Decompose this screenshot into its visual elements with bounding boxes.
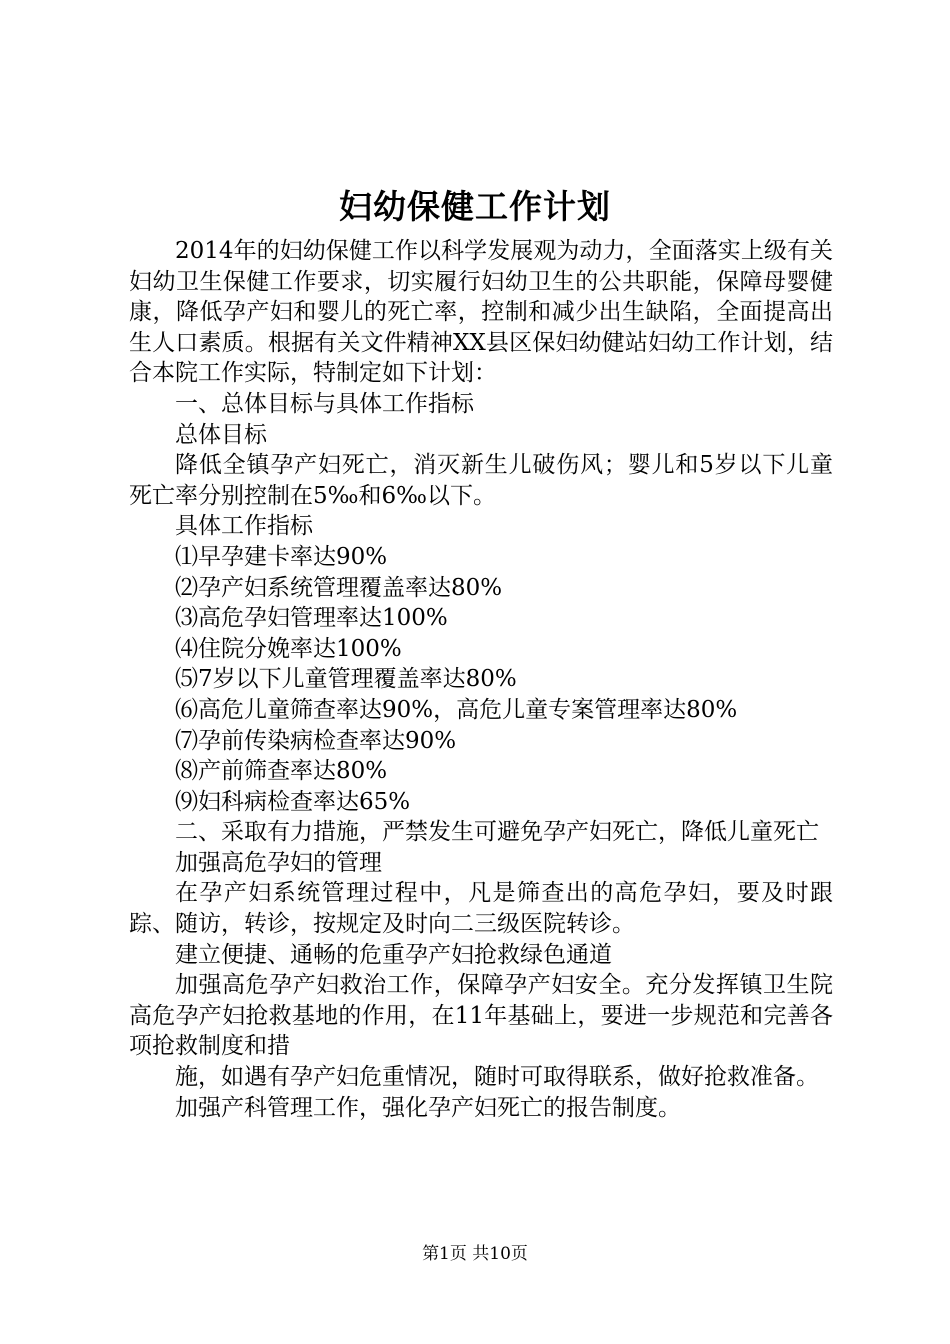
indicator-item: ⑺孕前传染病检查率达90%	[175, 727, 457, 754]
overall-goal-paragraph: 降低全镇孕产妇死亡，消灭新生儿破伤风；婴儿和5岁以下儿童死亡率分别控制在5‰和6‰以下。	[129, 452, 833, 509]
intro-paragraph: 2014年的妇幼保健工作以科学发展观为动力，全面落实上级有关妇幼卫生保健工作要求，切实履行妇幼卫生的公共职能，保障母婴健康，降低孕产妇和婴儿的死亡率，控制和减少出生缺陷，全面提高出生人口素质。根据有关文件精神XX县区保妇幼健站妇幼工作计划，结合本院工作实际，特制定如下计划：	[129, 238, 833, 387]
rescue-continuation-paragraph: 施，如遇有孕产妇危重情况，随时可取得联系，做好抢救准备。	[175, 1064, 819, 1091]
obstetric-management-paragraph: 加强产科管理工作，强化孕产妇死亡的报告制度。	[175, 1094, 681, 1121]
indicator-item: ⑵孕产妇系统管理覆盖率达80%	[175, 574, 503, 601]
indicator-item: ⑹高危儿童筛查率达90%，高危儿童专案管理率达80%	[175, 696, 738, 723]
indicator-item: ⑻产前筛查率达80%	[175, 758, 388, 785]
rescue-paragraph: 加强高危孕产妇救治工作，保障孕产妇安全。充分发挥镇卫生院高危孕产妇抢救基地的作用，在11年基础上，要进一步规范和完善各项抢救制度和措	[129, 972, 833, 1060]
high-risk-paragraph: 在孕产妇系统管理过程中，凡是筛查出的高危孕妇，要及时跟踪、随访，转诊，按规定及时向二三级医院转诊。	[129, 880, 833, 938]
subheading-indicators: 具体工作指标	[175, 513, 313, 540]
indicator-item: ⑶高危孕妇管理率达100%	[175, 605, 448, 632]
page-number-footer: 第1页 共10页	[422, 1244, 528, 1264]
indicator-item: ⑴早孕建卡率达90%	[175, 543, 388, 570]
subheading-high-risk: 加强高危孕妇的管理	[175, 849, 382, 876]
indicator-item: ⑸7岁以下儿童管理覆盖率达80%	[175, 666, 517, 693]
section-heading-1: 一、总体目标与具体工作指标	[175, 390, 474, 417]
subheading-green-channel: 建立便捷、通畅的危重孕产妇抢救绿色通道	[175, 941, 612, 968]
document-body	[129, 236, 833, 1123]
indicator-item: ⑼妇科病检查率达65%	[175, 788, 411, 815]
section-heading-2: 二、采取有力措施，严禁发生可避免孕产妇死亡，降低儿童死亡	[175, 819, 819, 846]
indicator-item: ⑷住院分娩率达100%	[175, 635, 402, 662]
subheading-overall-goal: 总体目标	[175, 421, 267, 448]
document-title: 妇幼保健工作计划	[339, 187, 611, 226]
